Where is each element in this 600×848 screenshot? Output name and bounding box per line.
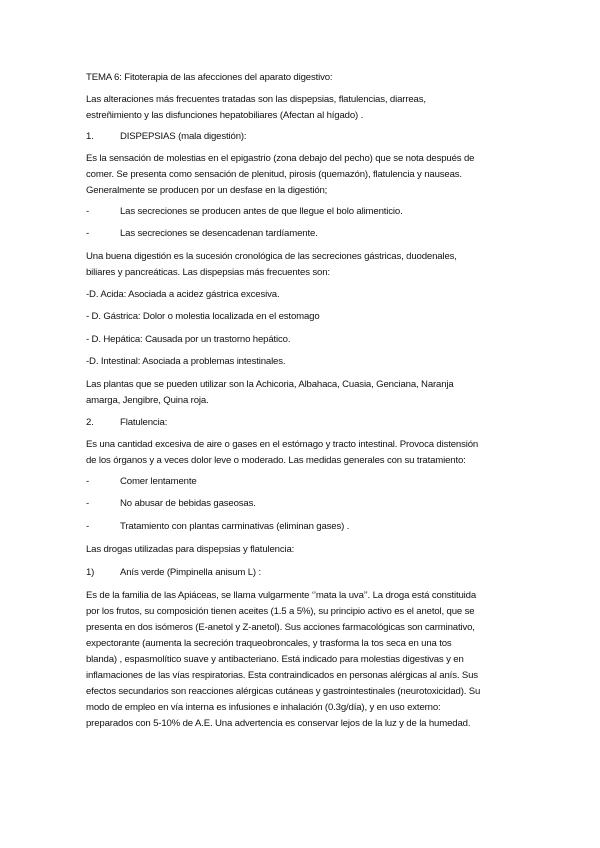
bullet-marker: - bbox=[86, 206, 90, 217]
bullet-item: Tratamiento con plantas carminativas (eliminan gases) . bbox=[120, 521, 350, 532]
paragraph-line: preparados con 5-10% de A.E. Una advertencia es conservar lejos de la luz y de la humedad. bbox=[86, 718, 471, 729]
section-heading: Anís verde (Pimpinella anisum L) : bbox=[120, 567, 261, 578]
bullet-marker: - bbox=[86, 228, 90, 239]
paragraph-line: -D. Intestinal: Asociada a problemas intestinales. bbox=[86, 356, 286, 367]
bullet-item: Las secreciones se producen antes de que llegue el bolo alimenticio. bbox=[120, 206, 403, 217]
paragraph-line: Es de la familia de las Apiáceas, se llama vulgarmente ‘’mata la uva’’. La droga está constituida bbox=[86, 590, 477, 601]
bullet-item: No abusar de bebidas gaseosas. bbox=[120, 498, 256, 509]
paragraph-line: blanda) , espasmolítico suave y antibacteriano. Está indicado para molestias digestivas y en bbox=[86, 654, 464, 665]
paragraph-line: Generalmente se producen por un desfase en la digestión; bbox=[86, 185, 328, 196]
paragraph-line: Las drogas utilizadas para dispepsias y flatulencia: bbox=[86, 544, 295, 555]
paragraph-line: - D. Hepática: Causada por un trastorno hepático. bbox=[86, 334, 291, 345]
section-heading: DISPEPSIAS (mala digestión): bbox=[120, 131, 247, 142]
paragraph-line: Es la sensación de molestias en el epigastrio (zona debajo del pecho) que se nota después de bbox=[86, 153, 475, 164]
paragraph-line: Las plantas que se pueden utilizar son la Achicoria, Albahaca, Cuasia, Genciana, Naranja bbox=[86, 379, 454, 390]
paragraph-line: modo de empleo en vía interna es infusiones e inhalación (0.3g/día), y en uso externo: bbox=[86, 702, 441, 713]
paragraph-line: por los frutos, su composición tienen aceites (1.5 a 5%), su principio activo es el anetol, que se bbox=[86, 606, 475, 617]
paragraph-line: Es una cantidad excesiva de aire o gases en el estómago y tracto intestinal. Provoca distensión bbox=[86, 439, 479, 450]
paragraph-line: presenta en dos isómeros (E-anetol y Z-anetol). Sus acciones farmacológicas son carminativo, bbox=[86, 622, 475, 633]
paragraph-line: amarga, Jengibre, Quina roja. bbox=[86, 395, 209, 406]
paragraph-line: Una buena digestión es la sucesión cronológica de las secreciones gástricas, duodenales, bbox=[86, 251, 457, 262]
paragraph-line: de los órganos y a veces dolor leve o moderado. Las medidas generales con su tratamiento: bbox=[86, 455, 466, 466]
paragraph-line: Las alteraciones más frecuentes tratadas son las dispepsias, flatulencias, diarreas, bbox=[86, 94, 426, 105]
paragraph-line: efectos secundarios son reacciones alérgicas cutáneas y gastrointestinales (neurotoxicidad). Su bbox=[86, 686, 481, 697]
paragraph-line: -D. Acida: Asociada a acidez gástrica excesiva. bbox=[86, 289, 280, 300]
paragraph-line: inflamaciones de las vías respiratorias. Esta contraindicados en personas alérgicas al anís. Sus bbox=[86, 670, 478, 681]
bullet-marker: - bbox=[86, 476, 90, 487]
paragraph-line: estreñimiento y las disfunciones hepatobiliares (Afectan al hígado) . bbox=[86, 110, 364, 121]
paragraph-line: - D. Gástrica: Dolor o molestia localizada en el estomago bbox=[86, 311, 320, 322]
list-number: 1) bbox=[86, 567, 95, 578]
paragraph-line: expectorante (aumenta la secreción traqueobroncales, y trasforma la tos seca en una tos bbox=[86, 638, 452, 649]
list-number: 2. bbox=[86, 417, 94, 428]
paragraph-line: biliares y pancreáticas. Las dispepsias más frecuentes son: bbox=[86, 267, 330, 278]
bullet-marker: - bbox=[86, 521, 90, 532]
bullet-item: Las secreciones se desencadenan tardíamente. bbox=[120, 228, 318, 239]
section-heading: Flatulencia: bbox=[120, 417, 168, 428]
bullet-item: Comer lentamente bbox=[120, 476, 197, 487]
list-number: 1. bbox=[86, 131, 94, 142]
bullet-marker: - bbox=[86, 498, 90, 509]
paragraph-line: comer. Se presenta como sensación de plenitud, pirosis (quemazón), flatulencia y nauseas. bbox=[86, 169, 462, 180]
document-title: TEMA 6: Fitoterapia de las afecciones del aparato digestivo: bbox=[86, 72, 333, 83]
